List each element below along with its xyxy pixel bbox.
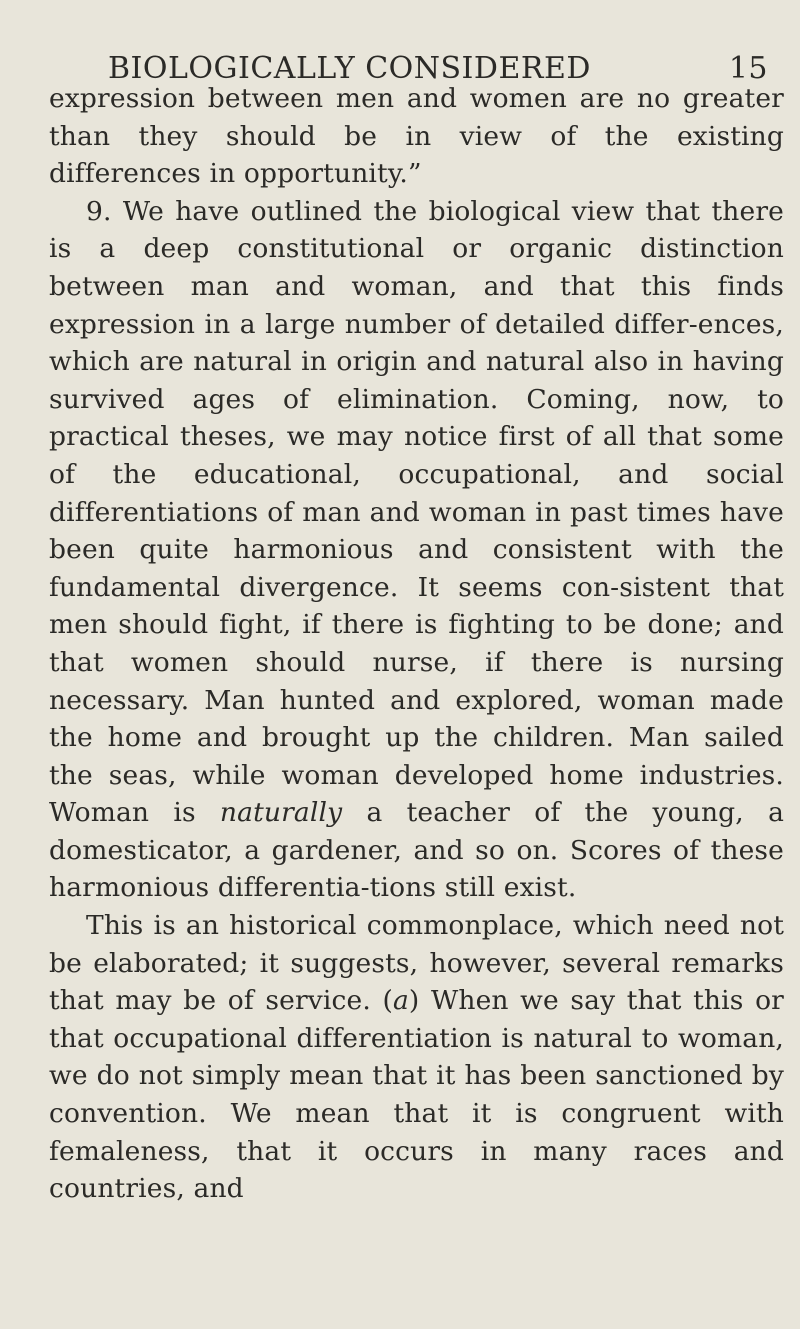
italic-emphasis: a — [392, 985, 409, 1017]
running-title: BIOLOGICALLY CONSIDERED — [108, 51, 591, 86]
page-number: 15 — [728, 51, 768, 86]
paragraph-text: 9. We have outlined the biological view that there is a deep constitutional or organic distinction between man and woman, and that this finds expression in a large number of detailed differ-ences, which are natural in origin and natural also in having survived ages of elimination. Coming, now, to practical theses, we may notice first of all that some of the educational, occupational, and social differentiations of man and woman in past times have been quite harmonious and consistent with the fundamental divergence. It seems con-sistent that men should fight, if there is fighting to be done; and that women should nurse, if there is nursing necessary. Man hunted and explored, woman made the home and brought up the children. Man sailed the seas, while woman developed home industries. Woman is — [49, 195, 784, 829]
paragraph-text: This is an historical commonplace, which need not be elaborated; it suggests, however, several remarks that may be of service. ( — [49, 910, 784, 1017]
paragraph-continuation — [49, 80, 784, 193]
paragraph-text: expression between men and women are no greater than they should be in view of the existing differences in opportunity.” — [49, 83, 784, 190]
paragraph-section-9 — [49, 193, 784, 907]
body-text — [49, 80, 784, 1208]
paragraph-text-continued: a teacher of the young, a domesticator, a gardener, and so on. Scores of these harmonious differentia-tions still exist. — [49, 797, 785, 904]
paragraph-commonplace — [49, 907, 784, 1208]
italic-emphasis: naturally — [219, 797, 343, 829]
paragraph-text-continued: ) When we say that this or that occupational differentiation is natural to woman, we do not simply mean that it has been sanctioned by convention. We mean that it is congruent with femaleness, that it occurs in many races and countries, and — [49, 985, 784, 1205]
